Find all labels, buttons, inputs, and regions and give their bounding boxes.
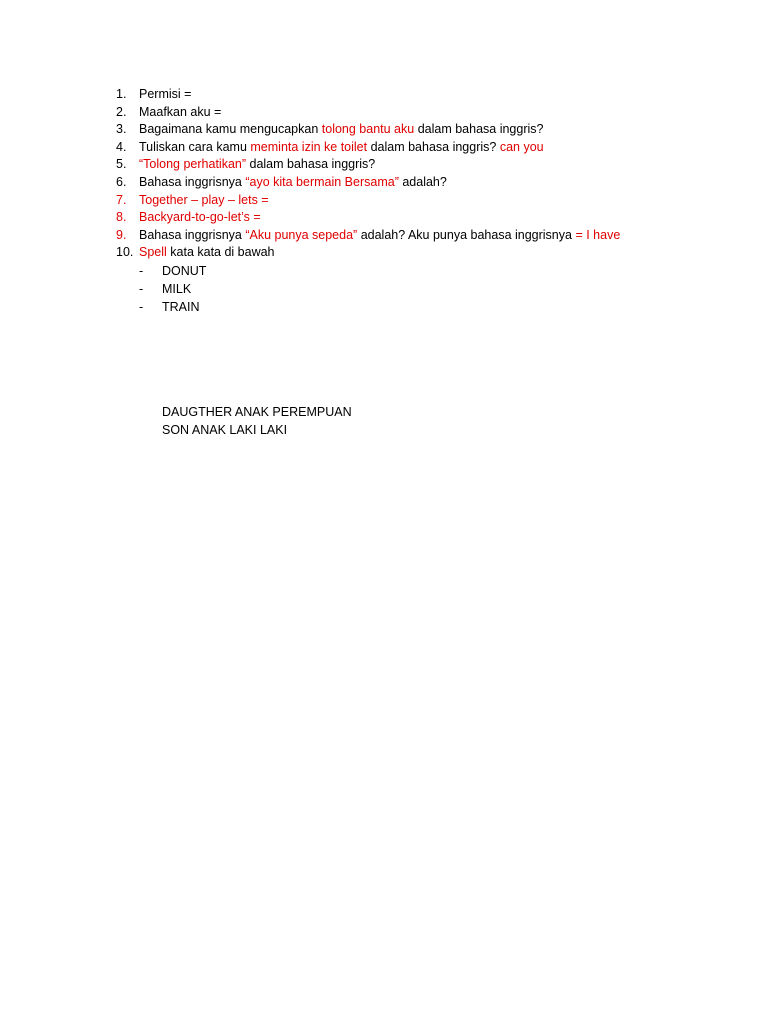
question-number: 7. xyxy=(116,192,127,207)
question-text-segment: dalam bahasa inggris? xyxy=(246,157,376,172)
question-text-segment: dalam bahasa inggris? xyxy=(367,139,500,154)
highlighted-text: can you xyxy=(499,139,544,154)
bullet-dash: - xyxy=(139,281,144,296)
question-text-segment: Permisi = xyxy=(139,87,192,101)
question-item-7 xyxy=(116,192,736,210)
question-item-9 xyxy=(116,227,736,245)
question-item-4 xyxy=(116,139,736,157)
question-number: 5. xyxy=(116,157,127,172)
spell-word: MILK xyxy=(162,281,192,296)
question-text xyxy=(139,244,275,262)
question-number: 6. xyxy=(116,174,127,189)
question-number: 2. xyxy=(116,104,127,119)
question-number: 9. xyxy=(116,227,127,242)
question-text xyxy=(139,86,191,104)
vocabulary-note-line: DAUGTHER ANAK PEREMPUAN xyxy=(162,405,352,419)
highlighted-text: meminta izin ke toilet xyxy=(250,139,368,154)
highlighted-text: “ayo kita bermain Bersama” xyxy=(245,174,399,189)
question-text xyxy=(139,174,447,192)
question-text-segment: adalah? xyxy=(398,174,447,189)
highlighted-text: “Aku punya sepeda” xyxy=(245,227,358,242)
numbered-question-list xyxy=(116,86,736,316)
question-number: 4. xyxy=(116,139,127,154)
highlighted-text: tolong bantu aku xyxy=(321,122,415,137)
question-text-segment: dalam bahasa inggris? xyxy=(414,122,544,137)
question-text xyxy=(139,227,620,245)
vocabulary-note-line: SON ANAK LAKI LAKI xyxy=(162,422,288,437)
question-number: 1. xyxy=(116,87,127,101)
spell-word: TRAIN xyxy=(162,299,200,314)
spell-word-item xyxy=(116,262,736,280)
question-number: 3. xyxy=(116,122,127,137)
highlighted-text: Spell xyxy=(139,245,167,260)
spell-word-item xyxy=(116,280,736,298)
question-number: 10. xyxy=(116,245,134,260)
question-text-segment: adalah? Aku punya bahasa inggrisnya xyxy=(357,227,576,242)
question-text xyxy=(139,139,544,157)
question-item-8 xyxy=(116,209,736,227)
question-text-segment: kata kata di bawah xyxy=(166,245,275,260)
question-items xyxy=(116,86,736,262)
spell-word-list xyxy=(116,262,736,316)
question-text-segment: Bahasa inggrisnya xyxy=(139,227,246,242)
spell-word: DONUT xyxy=(162,263,207,278)
question-text-segment: Bagaimana kamu mengucapkan xyxy=(139,122,322,137)
question-item-1 xyxy=(116,86,736,104)
question-item-5 xyxy=(116,156,736,174)
question-item-2 xyxy=(116,104,736,122)
highlighted-text: = I have xyxy=(575,227,621,242)
question-text-segment: Bahasa inggrisnya xyxy=(139,174,246,189)
question-item-10 xyxy=(116,244,736,262)
question-text xyxy=(139,156,375,174)
bullet-dash: - xyxy=(139,263,144,278)
question-text xyxy=(139,192,269,210)
bullet-dash: - xyxy=(139,299,144,314)
highlighted-text: “Tolong perhatikan” xyxy=(139,157,247,172)
question-text-segment: Tuliskan cara kamu xyxy=(139,139,251,154)
highlighted-text: Together – play – lets = xyxy=(139,192,269,207)
question-text-segment: Maafkan aku = xyxy=(139,104,222,119)
question-item-3 xyxy=(116,121,736,139)
question-text xyxy=(139,104,221,122)
question-item-6 xyxy=(116,174,736,192)
question-number: 8. xyxy=(116,210,127,225)
question-text xyxy=(139,209,261,227)
question-text xyxy=(139,121,543,139)
highlighted-text: Backyard-to-go-let’s = xyxy=(139,210,261,225)
spell-word-item xyxy=(116,298,736,316)
vocabulary-notes xyxy=(162,404,352,439)
